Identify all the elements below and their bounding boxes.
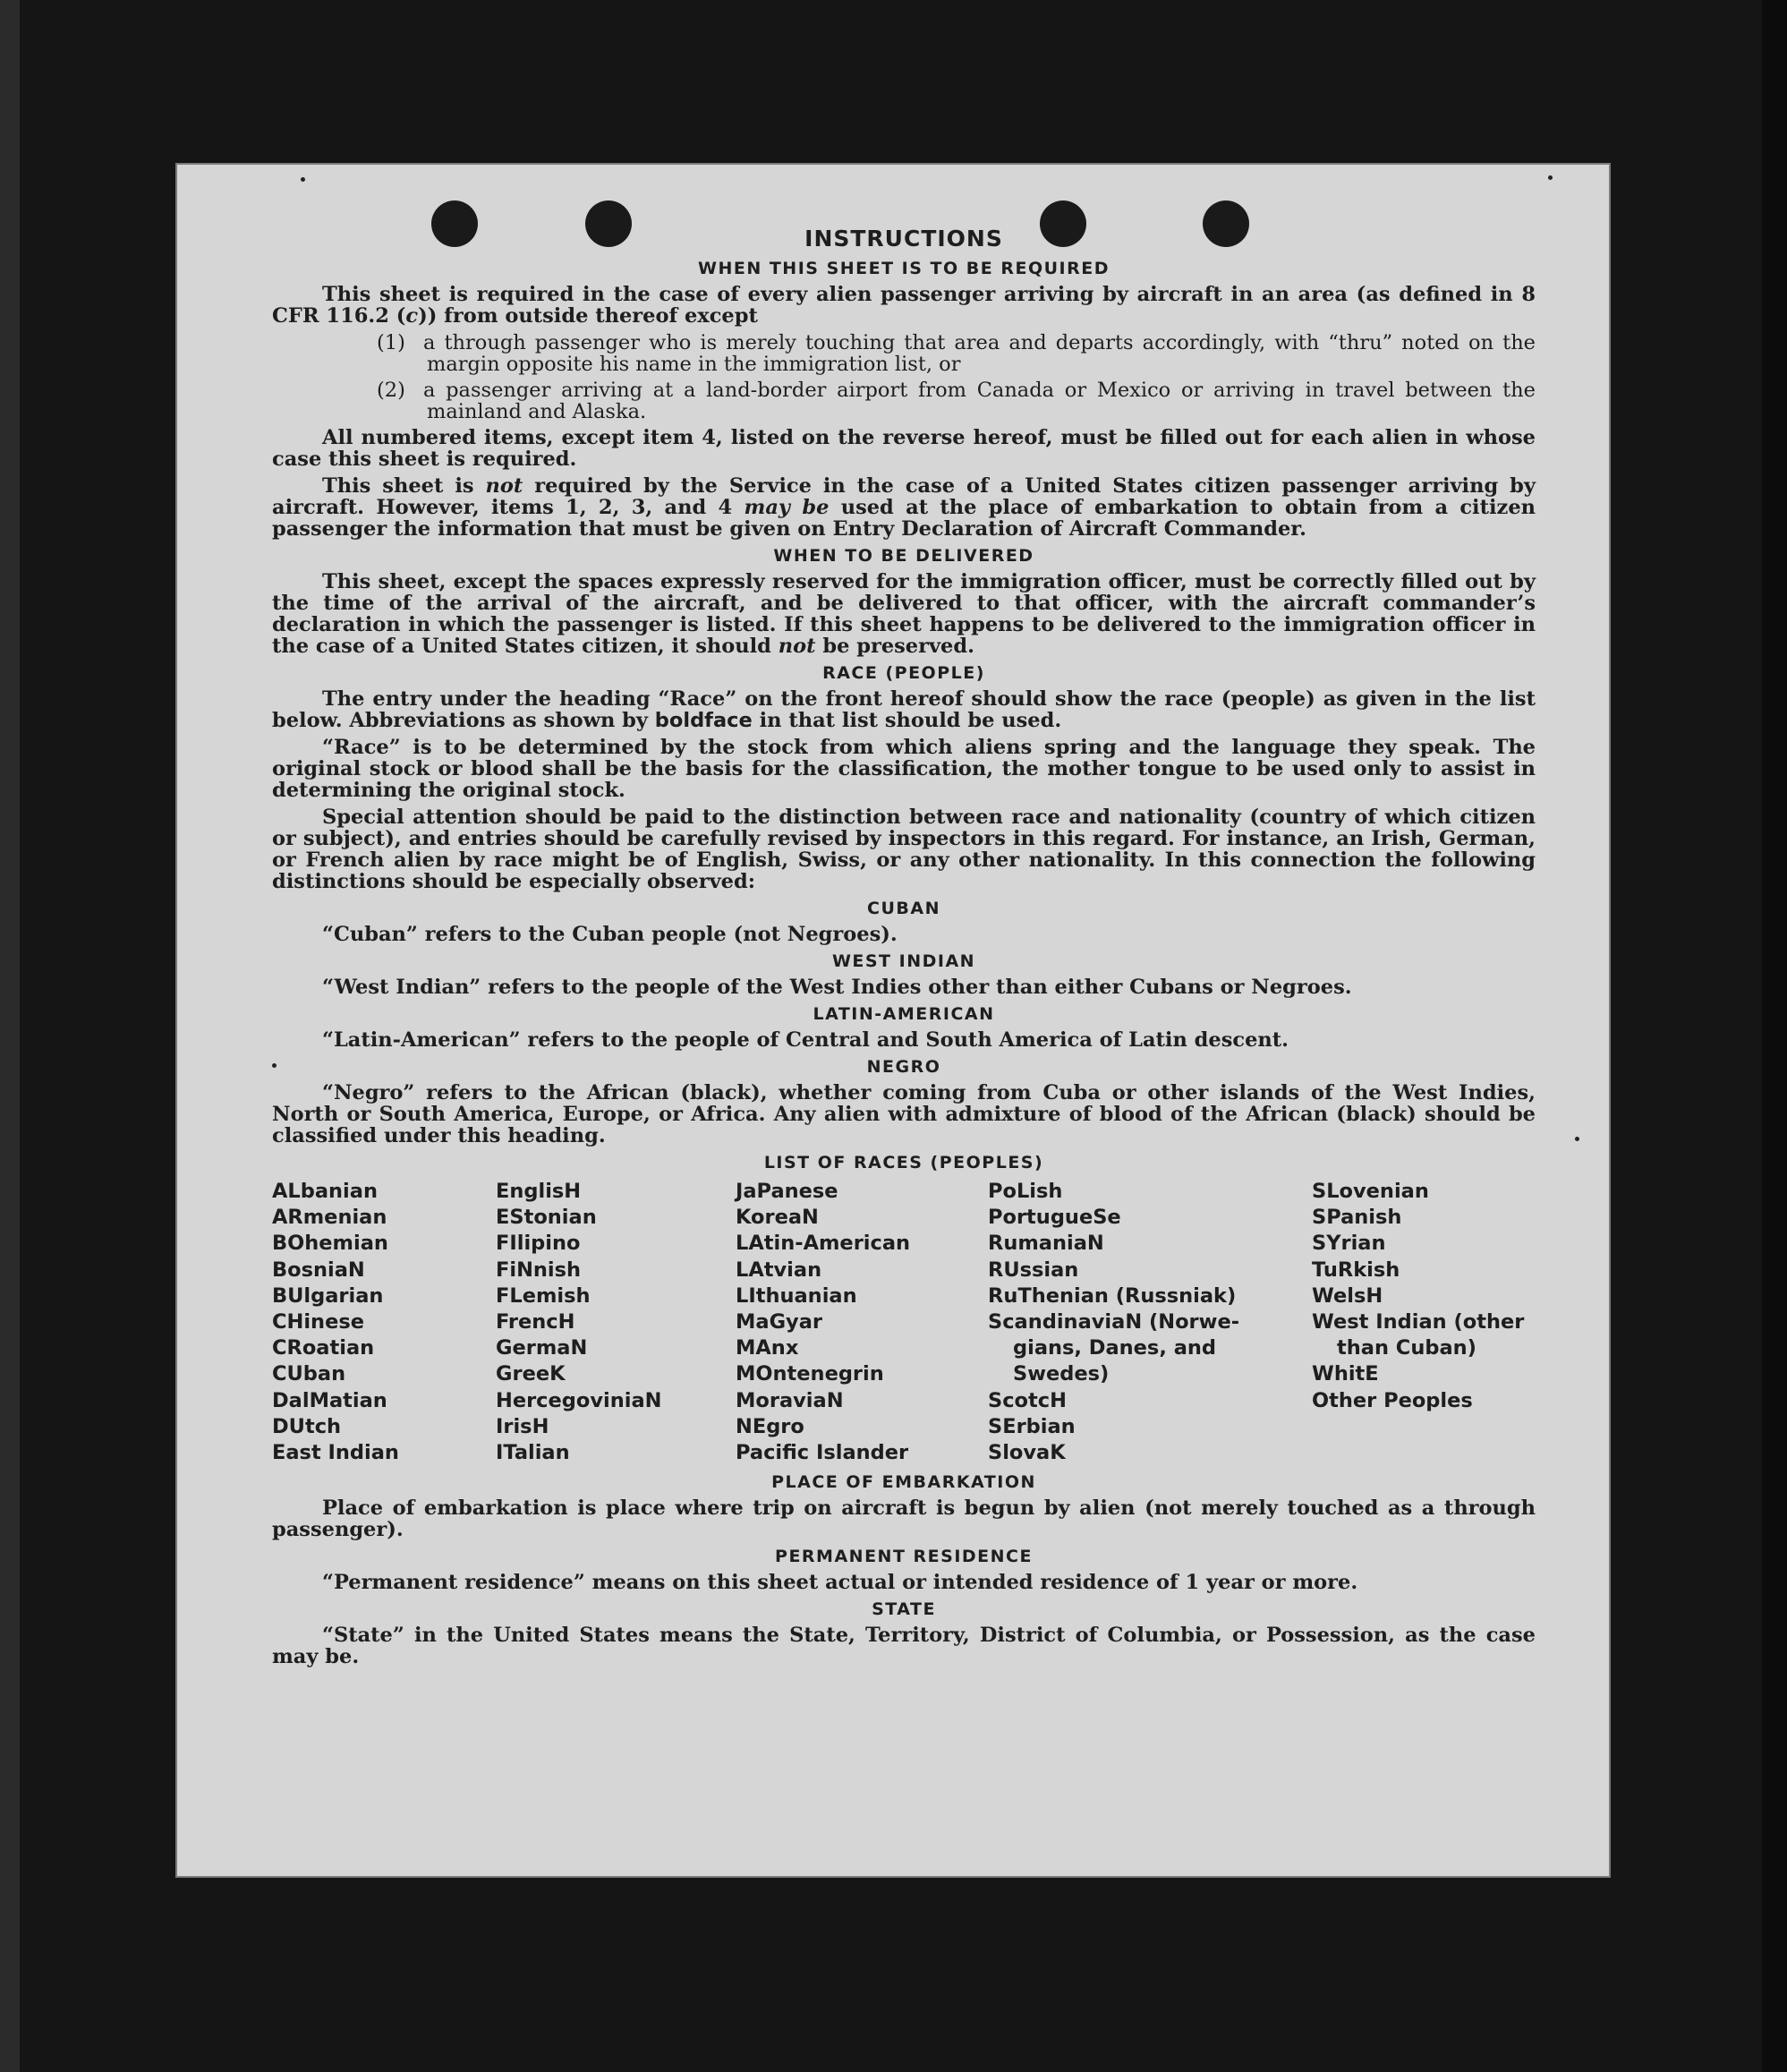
section-heading-latin-american: LATIN-AMERICAN	[813, 1004, 995, 1024]
text-run: The entry under the heading “Race” on the front hereof should show the race (people) as given in the list below. Abbreviations as shown by	[272, 687, 1536, 732]
item-text: a passenger arriving at a land-border airport from Canada or Mexico or arriving in travel between the mainland and Alaska.	[423, 379, 1536, 423]
required-paragraph-2: All numbered items, except item 4, listed on the reverse hereof, must be filled out for each alien in whose case this sheet is required.	[272, 426, 1536, 471]
race-entry: FLemish	[496, 1283, 591, 1308]
race-entry: DalMatian	[272, 1388, 387, 1412]
races-list	[272, 1179, 1536, 1466]
race-entry: FIlipino	[496, 1232, 581, 1256]
race-entry: gians, Danes, and	[1013, 1336, 1217, 1360]
race-entry: ALbanian	[272, 1180, 378, 1203]
race-entry: Other Peoples	[1312, 1388, 1473, 1412]
text-run: in that list should be used.	[752, 709, 1062, 732]
item-number: (2)	[377, 379, 405, 402]
document-sheet	[175, 163, 1611, 1878]
italic-run: may be	[744, 496, 830, 519]
race-entry: ScandinaviaN (Norwe-	[988, 1310, 1240, 1334]
section-heading-west-indian: WEST INDIAN	[831, 951, 976, 971]
text-run: This sheet is required in the case of every alien passenger arriving by aircraft in an area (as defined in 8 CFR 116.2 (	[272, 283, 1536, 328]
race-entry: LAtvian	[736, 1258, 822, 1282]
race-paragraph-1	[272, 688, 1536, 731]
race-entry: SlovaK	[988, 1441, 1066, 1465]
race-entry: RuThenian (Russniak)	[988, 1283, 1237, 1308]
race-entry: SYrian	[1312, 1232, 1386, 1256]
exception-item-2	[377, 379, 1536, 422]
race-entry: PoLish	[988, 1180, 1063, 1203]
race-entry: WelsH	[1312, 1283, 1383, 1308]
text-run: be preserved.	[815, 635, 974, 658]
required-paragraph-3	[272, 475, 1536, 540]
race-entry: MAnx	[736, 1336, 799, 1360]
scan-left-edge	[0, 0, 20, 2072]
required-paragraph-1	[272, 284, 1536, 327]
race-entry: ScotcH	[988, 1388, 1067, 1412]
race-column	[1312, 1179, 1536, 1466]
section-heading-race: RACE (PEOPLE)	[822, 663, 985, 683]
text-run: required by the Service in the case of a United States citizen passenger arriving by aircraft. However, items 1, 2, 3, and 4	[272, 474, 1536, 519]
race-entry: LIthuanian	[736, 1283, 857, 1308]
page-title: INSTRUCTIONS	[804, 226, 1003, 252]
race-entry: DUtch	[272, 1414, 342, 1438]
race-entry: RUssian	[988, 1258, 1079, 1282]
embarkation-definition: Place of embarkation is place where trip on aircraft is begun by alien (not merely touched as a through passenger).	[272, 1496, 1536, 1542]
race-entry: SErbian	[988, 1414, 1076, 1438]
race-entry: than Cuban)	[1337, 1336, 1476, 1360]
race-paragraph-2: “Race” is to be determined by the stock from which aliens spring and the language they speak. The original stock or blood shall be the basis for the classification, the mother tongue to be used only to assist in determining the original stock.	[272, 736, 1536, 802]
race-entry: BOhemian	[272, 1232, 388, 1256]
italic-run: c	[405, 304, 419, 328]
race-entry: MaGyar	[736, 1310, 822, 1334]
race-entry: GreeK	[496, 1362, 566, 1386]
section-heading-embarkation: PLACE OF EMBARKATION	[771, 1472, 1036, 1493]
italic-run: not	[485, 474, 523, 498]
race-entry: Swedes)	[1013, 1362, 1110, 1386]
race-entry: SLovenian	[1312, 1180, 1429, 1203]
race-entry: EnglisH	[496, 1180, 582, 1203]
section-heading-residence: PERMANENT RESIDENCE	[775, 1547, 1033, 1567]
scan-speck	[1548, 175, 1553, 180]
text-run: )) from outside thereof except	[418, 304, 758, 328]
cuban-definition: “Cuban” refers to the Cuban people (not Negroes).	[322, 923, 898, 946]
race-entry: RumaniaN	[988, 1232, 1104, 1256]
delivered-paragraph	[272, 571, 1536, 657]
text-run: This sheet is	[322, 474, 486, 498]
race-entry: MOntenegrin	[736, 1362, 884, 1386]
state-definition: “State” in the United States means the State, Territory, District of Columbia, or Possession, as the case may be.	[272, 1624, 1536, 1669]
text-run: This sheet, except the spaces expressly reserved for the immigration officer, must be correctly filled out by the time of the arrival of the aircraft, and be delivered to that officer, with the aircraft commander’s declaration in which the passenger is listed. If this sheet happens to be delivered to the immigration officer in the case of a United States citizen, it should	[272, 570, 1536, 658]
scan-speck	[301, 177, 305, 182]
scan-speck	[1575, 1137, 1579, 1141]
race-entry: West Indian (other	[1312, 1310, 1525, 1334]
race-entry: CRoatian	[272, 1336, 375, 1360]
section-heading-races-list: LIST OF RACES (PEOPLES)	[763, 1153, 1044, 1172]
text-run: used at the place of embarkation to obtain from a citizen passenger the information that must be given on Entry Declaration of Aircraft Commander.	[272, 496, 1536, 541]
race-entry: FiNnish	[496, 1258, 582, 1282]
race-entry: Pacific Islander	[736, 1441, 909, 1465]
race-entry: KoreaN	[736, 1206, 819, 1230]
race-entry: IrisH	[496, 1414, 549, 1438]
section-heading-negro: NEGRO	[866, 1057, 941, 1077]
negro-definition: “Negro” refers to the African (black), whether coming from Cuba or other islands of the West Indies, North or South America, Europe, or Africa. Any alien with admixture of blood of the African (black) should be classified under this heading.	[272, 1081, 1536, 1147]
race-column	[736, 1179, 988, 1466]
race-entry: JaPanese	[736, 1180, 838, 1203]
item-number: (1)	[377, 331, 405, 354]
section-heading-delivered: WHEN TO BE DELIVERED	[773, 546, 1034, 566]
race-entry: SPanish	[1312, 1206, 1402, 1230]
latin-american-definition: “Latin-American” refers to the people of Central and South America of Latin descent.	[322, 1028, 1289, 1052]
race-entry: NEgro	[736, 1414, 804, 1438]
race-entry: WhitE	[1312, 1362, 1379, 1386]
section-heading-cuban: CUBAN	[867, 899, 940, 918]
race-entry: BUlgarian	[272, 1283, 384, 1308]
race-entry: East Indian	[272, 1441, 399, 1465]
italic-run: not	[778, 635, 816, 658]
race-entry: HercegoviniaN	[496, 1388, 662, 1412]
bold-run: boldface	[654, 709, 753, 732]
race-column	[988, 1179, 1312, 1466]
item-text: a through passenger who is merely touching that area and departs accordingly, with “thru” noted on the margin opposite his name in the immigration list, or	[423, 331, 1536, 376]
race-entry: EStonian	[496, 1206, 597, 1230]
race-entry: PortugueSe	[988, 1206, 1121, 1230]
section-heading-required: WHEN THIS SHEET IS TO BE REQUIRED	[697, 259, 1110, 278]
race-column	[272, 1179, 496, 1466]
scan-right-edge	[1762, 0, 1787, 2072]
race-entry: ARmenian	[272, 1206, 387, 1230]
race-entry: CHinese	[272, 1310, 364, 1334]
race-entry: BosniaN	[272, 1258, 365, 1282]
race-paragraph-3: Special attention should be paid to the distinction between race and nationality (country of which citizen or subject), and entries should be carefully revised by inspectors in this regard. For instance, an Irish, German, or French alien by race might be of English, Swiss, or any other nationality. In this connection the following distinctions should be especially observed:	[272, 806, 1536, 893]
exception-item-1	[377, 332, 1536, 375]
west-indian-definition: “West Indian” refers to the people of the West Indies other than either Cubans or Negroes.	[322, 976, 1352, 999]
race-entry: CUban	[272, 1362, 346, 1386]
section-heading-state: STATE	[872, 1599, 936, 1620]
race-entry: GermaN	[496, 1336, 588, 1360]
race-entry: MoraviaN	[736, 1388, 844, 1412]
race-entry: ITalian	[496, 1441, 570, 1465]
instructions-content	[272, 226, 1536, 1673]
race-entry: LAtin-American	[736, 1232, 911, 1256]
race-entry: FrencH	[496, 1310, 575, 1334]
residence-definition: “Permanent residence” means on this sheet actual or intended residence of 1 year or more.	[322, 1571, 1358, 1595]
race-column	[496, 1179, 736, 1466]
race-entry: TuRkish	[1312, 1258, 1400, 1282]
